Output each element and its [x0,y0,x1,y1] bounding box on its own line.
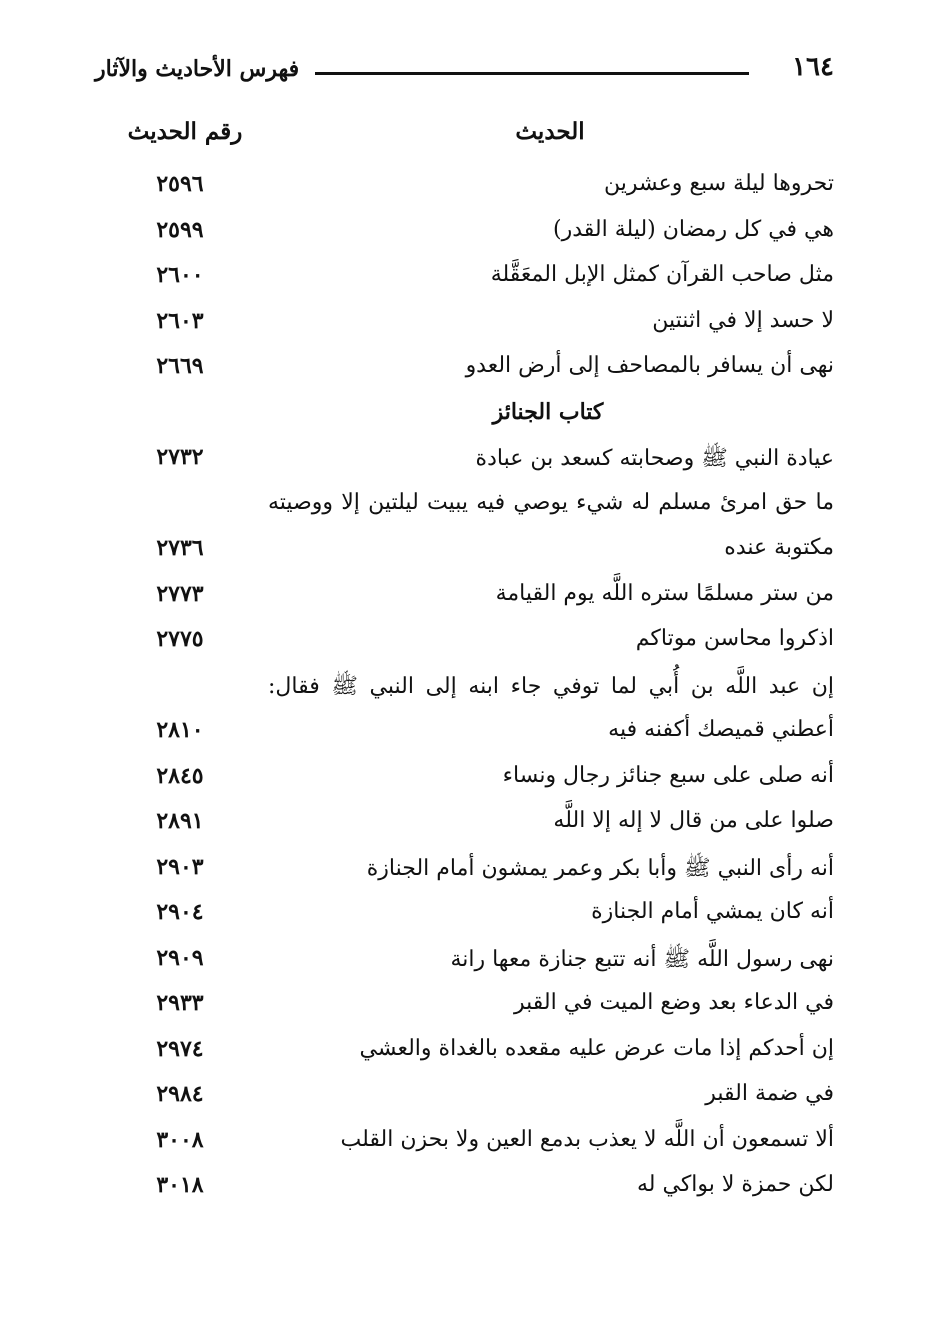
list-item [0,1166,926,1212]
hadith-text: نهى رسول اللَّه ﷺ أنه تتبع جنازة معها رانة [450,946,834,972]
hadith-text: في ضمة القبر [705,1081,834,1106]
running-title: فهرس الأحاديث والآثار [95,56,300,82]
list-item [0,1075,926,1121]
hadith-text: لا حسد إلا في اثنتين [652,307,834,333]
hadith-text: هي في كل رمضان (ليلة القدر) [553,216,834,242]
hadith-text: لكن حمزة لا بواكي له [636,1172,834,1197]
hadith-number: ٢٩٠٣ [156,853,204,880]
hadith-number: ٢٨١٠ [156,717,204,743]
hadith-number: ٢٨٩١ [156,808,204,834]
hadith-text: في الدعاء بعد وضع الميت في القبر [514,990,834,1015]
hadith-number: ٢٩٠٤ [156,899,204,925]
hadith-number: ٣٠٠٨ [156,1126,204,1153]
hadith-number: ٢٦٦٩ [156,353,204,379]
list-item [0,620,926,666]
hadith-text: اذكروا محاسن موتاكم [635,626,834,651]
hadith-text: إن أحدكم إذا مات عرض عليه مقعده بالغداة والعشي [359,1035,834,1061]
hadith-number: ٢٧٣٢ [156,444,204,470]
section-heading-row [0,393,926,439]
hadith-text: مثل صاحب القرآن كمثل الإبل المعَقَّلة [490,262,834,287]
hadith-number: ٢٧٧٥ [156,626,204,652]
list-item [0,893,926,939]
list-item [0,165,926,211]
hadith-index-list [0,165,926,1212]
hadith-text: إن عبد اللَّه بن أُبي لما توفي جاء ابنه إلى النبي ﷺ فقال: [268,673,834,699]
list-item [0,347,926,393]
hadith-text: تحروها ليلة سبع وعشرين [604,171,834,196]
list-item [0,302,926,348]
hadith-number: ٢٦٠٣ [156,307,204,334]
list-item [0,256,926,302]
hadith-number: ٢٨٤٥ [156,762,204,789]
column-header-number: رقم الحديث [127,118,243,145]
section-heading-label: كتاب الجنائز [492,398,604,425]
list-item [0,711,926,757]
list-item [0,211,926,257]
hadith-text: أنه صلى على سبع جنائز رجال ونساء [502,762,834,788]
hadith-text: ألا تسمعون أن اللَّه لا يعذب بدمع العين ولا بحزن القلب [340,1126,834,1152]
hadith-text: ما حق امرئ مسلم له شيء يوصي فيه يبيت ليلتين إلا ووصيته [268,489,834,515]
page-number: ١٦٤ [792,52,834,82]
hadith-number: ٢٥٩٩ [156,216,204,243]
hadith-number: ٢٩٨٤ [156,1081,204,1107]
list-item [0,1121,926,1167]
hadith-number: ٢٥٩٦ [156,171,204,197]
hadith-number: ٢٧٧٣ [156,580,204,607]
list-item [0,939,926,985]
hadith-number: ٢٩٣٣ [156,990,204,1016]
list-item [0,529,926,575]
list-item [0,757,926,803]
hadith-text: نهى أن يسافر بالمصاحف إلى أرض العدو [465,353,834,378]
hadith-number: ٢٩٠٩ [156,944,204,971]
hadith-text: صلوا على من قال لا إله إلا اللَّه [553,808,834,833]
header-rule [315,72,749,75]
list-item [0,484,926,530]
list-item [0,666,926,712]
list-item [0,575,926,621]
list-item [0,802,926,848]
column-header-hadith: الحديث [515,118,585,145]
hadith-text: أنه رأى النبي ﷺ وأبا بكر وعمر يمشون أمام الجنازة [366,855,834,881]
hadith-text: من ستر مسلمًا ستره اللَّه يوم القيامة [495,580,834,606]
hadith-text: أنه كان يمشي أمام الجنازة [591,899,834,924]
list-item [0,984,926,1030]
hadith-number: ٢٩٧٤ [156,1035,204,1062]
list-item [0,848,926,894]
hadith-number: ٣٠١٨ [156,1172,204,1198]
hadith-text: أعطني قميصك أكفنه فيه [608,717,834,742]
hadith-number: ٢٧٣٦ [156,535,204,561]
hadith-text: مكتوبة عنده [724,535,834,560]
page-header [95,52,834,96]
hadith-number: ٢٦٠٠ [156,262,204,288]
list-item [0,438,926,484]
list-item [0,1030,926,1076]
hadith-text: عيادة النبي ﷺ وصحابته كسعد بن عبادة [475,446,834,471]
section-heading [0,399,926,425]
